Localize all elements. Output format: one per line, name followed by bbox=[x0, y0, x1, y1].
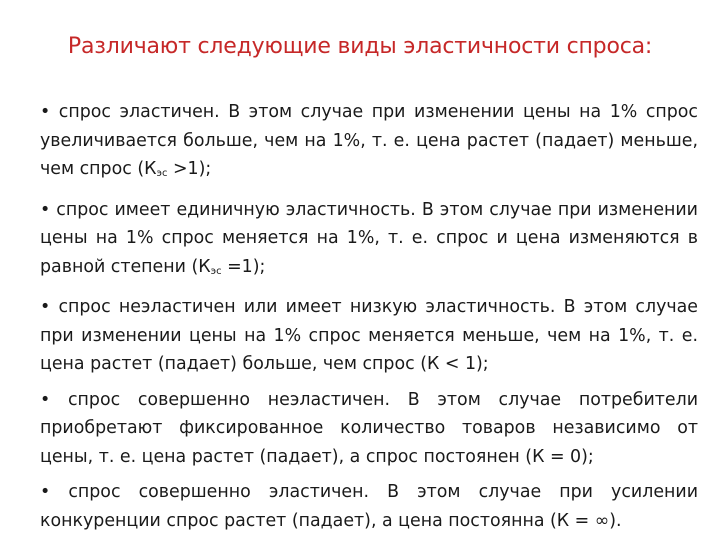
bullet-marker: • bbox=[40, 297, 51, 317]
bullet-marker: • bbox=[40, 102, 51, 122]
bullet-text: спрос имеет единичную эластичность. В этом случае при изменении цены на 1% спрос меняется на 1%, т. е. спрос и цена изменяются в равной степени (К bbox=[40, 199, 698, 277]
bullet-text: спрос совершенно неэластичен. В этом случае потребители приобретают фиксированное количество товаров независимо от цены, т. е. цена растет (падает), а спрос постоянен (К = 0); bbox=[40, 389, 698, 467]
bullet-tail: >1); bbox=[167, 159, 212, 179]
bullet-item-perfectly-elastic bbox=[40, 478, 698, 535]
bullet-item-perfectly-inelastic bbox=[40, 386, 698, 472]
bullet-list bbox=[40, 98, 698, 535]
slide-title: Различают следующие виды эластичности спроса: bbox=[67, 34, 653, 59]
bullet-text: спрос эластичен. В этом случае при изменении цены на 1% спрос увеличивается больше, чем на 1%, т. е. цена растет (падает) меньше, чем спрос (К bbox=[40, 102, 698, 179]
bullet-tail: =1); bbox=[221, 256, 266, 277]
bullet-text: спрос совершенно эластичен. В этом случае при усилении конкуренции спрос растет (падает), а цена постоянна (К = ∞). bbox=[40, 482, 698, 531]
bullet-item-inelastic bbox=[40, 293, 698, 379]
bullet-text: спрос неэластичен или имеет низкую эластичность. В этом случае при изменении цены на 1% спрос меняется меньше, чем на 1%, т. е. цена растет (падает) больше, чем спрос (К < 1); bbox=[40, 297, 698, 374]
subscript: эс bbox=[210, 265, 222, 277]
bullet-marker: • bbox=[40, 389, 51, 410]
bullet-marker: • bbox=[40, 482, 51, 502]
subscript: эс bbox=[156, 168, 168, 179]
bullet-item-unit-elastic bbox=[40, 196, 698, 287]
bullet-item-elastic bbox=[40, 98, 698, 189]
bullet-marker: • bbox=[40, 199, 51, 220]
